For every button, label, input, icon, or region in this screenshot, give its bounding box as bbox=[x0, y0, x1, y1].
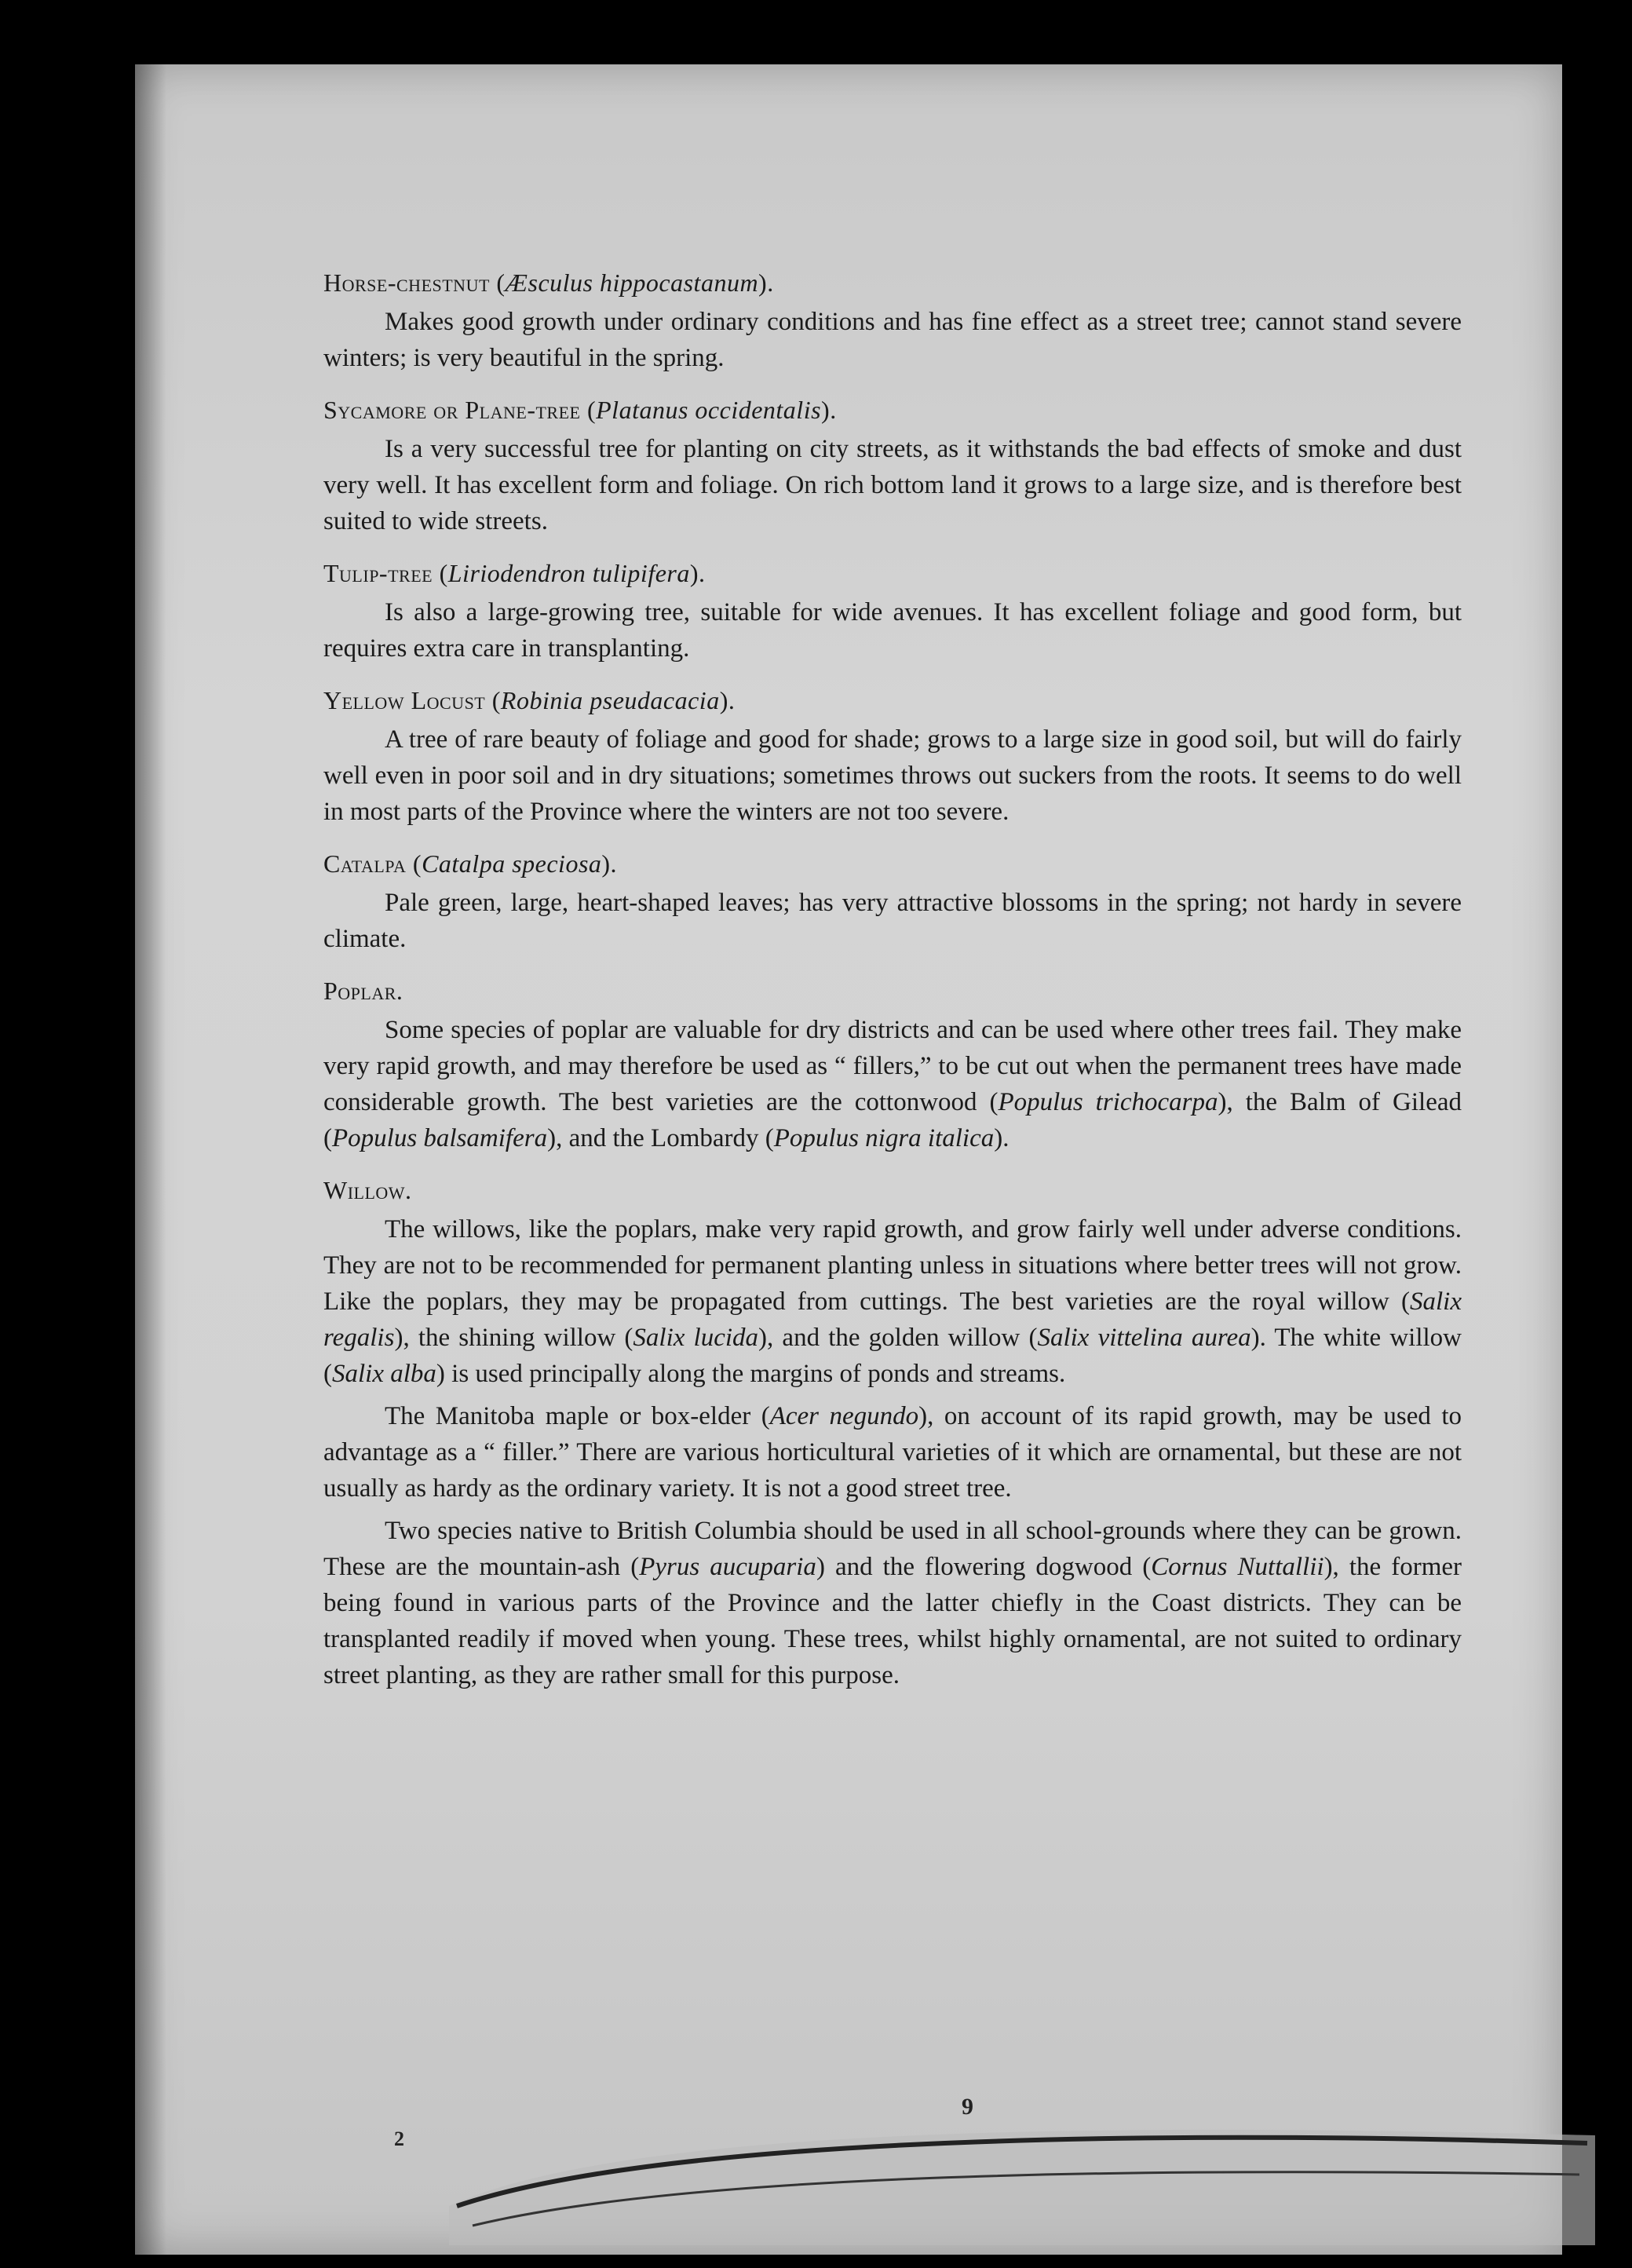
entry-heading-willow: Willow. bbox=[323, 1176, 412, 1204]
entry-text-native-species: Two species native to British Columbia should be used in all school-grounds where they can be grown. These are the mountain-ash (Pyrus aucuparia) and the flowering dogwood (Cornus Nuttallii), the former being found in various parts of the Province and the latter chiefly in the Coast districts. They can be transplanted readily if moved when young. These trees, whilst highly ornamental, are not suited to ordinary street planting, as they are rather small for this purpose. bbox=[323, 1517, 1462, 1689]
entry-heading-tulip-tree: Tulip-tree (Liriodendron tulipifera). bbox=[323, 559, 706, 587]
entry-heading-catalpa: Catalpa (Catalpa speciosa). bbox=[323, 849, 618, 878]
entry-text-willow: The willows, like the poplars, make very rapid growth, and grow fairly well under adverse conditions. They are not to be recommended for permanent planting unless in situations where better trees will not grow. Like the poplars, they may be propagated from cuttings. The best varieties are the royal willow (Salix regalis), the shining willow (Salix lucida), and the golden willow (Salix vittelina aurea). The white willow (Salix alba) is used principally along the margins of ponds and streams. bbox=[323, 1215, 1462, 1388]
entry-heading-horse-chestnut: Horse-chestnut (Æsculus hippocastanum). bbox=[323, 268, 774, 297]
entry-text-tulip-tree: Is also a large-growing tree, suitable for wide avenues. It has excellent foliage and good form, but requires extra care in transplanting. bbox=[323, 598, 1462, 663]
book-page bbox=[135, 64, 1562, 2255]
entry-heading-sycamore: Sycamore or Plane-tree (Platanus occidentalis). bbox=[323, 396, 837, 424]
entry-text-yellow-locust: A tree of rare beauty of foliage and good for shade; grows to a large size in good soil, but will do fairly well even in poor soil and in dry situations; sometimes throws out suckers from the roots. It seems to do well in most parts of the Province where the winters are not too severe. bbox=[323, 725, 1462, 826]
entry-heading-poplar: Poplar. bbox=[323, 977, 403, 1005]
entry-heading-yellow-locust: Yellow Locust (Robinia pseudacacia). bbox=[323, 686, 736, 714]
entry-text-sycamore: Is a very successful tree for planting on city streets, as it withstands the bad effects of smoke and dust very well. It has excellent form and foliage. On rich bottom land it grows to a large size, and is therefore best suited to wide streets. bbox=[323, 435, 1462, 535]
page-curl-decoration bbox=[449, 2088, 1595, 2245]
page-number: 9 bbox=[962, 2094, 973, 2120]
entry-text-manitoba-maple: The Manitoba maple or box-elder (Acer negundo), on account of its rapid growth, may be used to advantage as a “ filler.” There are various horticultural varieties of it which are ornamental, but these are not usually as hardy as the ordinary variety. It is not a good street tree. bbox=[323, 1402, 1462, 1503]
entry-text-catalpa: Pale green, large, heart-shaped leaves; has very attractive blossoms in the spring; not hardy in severe climate. bbox=[323, 889, 1462, 953]
page-shadow bbox=[135, 64, 166, 2255]
entry-text-poplar: Some species of poplar are valuable for dry districts and can be used where other trees fail. They make very rapid growth, and may therefore be used as “ fillers,” to be cut out when the permanent trees have made considerable growth. The best varieties are the cottonwood (Populus trichocarpa), the Balm of Gilead (Populus balsamifera), and the Lombardy (Populus nigra italica). bbox=[323, 1016, 1462, 1152]
entry-text-horse-chestnut: Makes good growth under ordinary conditions and has fine effect as a street tree; cannot stand severe winters; is very beautiful in the spring. bbox=[323, 308, 1462, 372]
page-body bbox=[323, 265, 1462, 1700]
signature-mark: 2 bbox=[394, 2127, 404, 2150]
